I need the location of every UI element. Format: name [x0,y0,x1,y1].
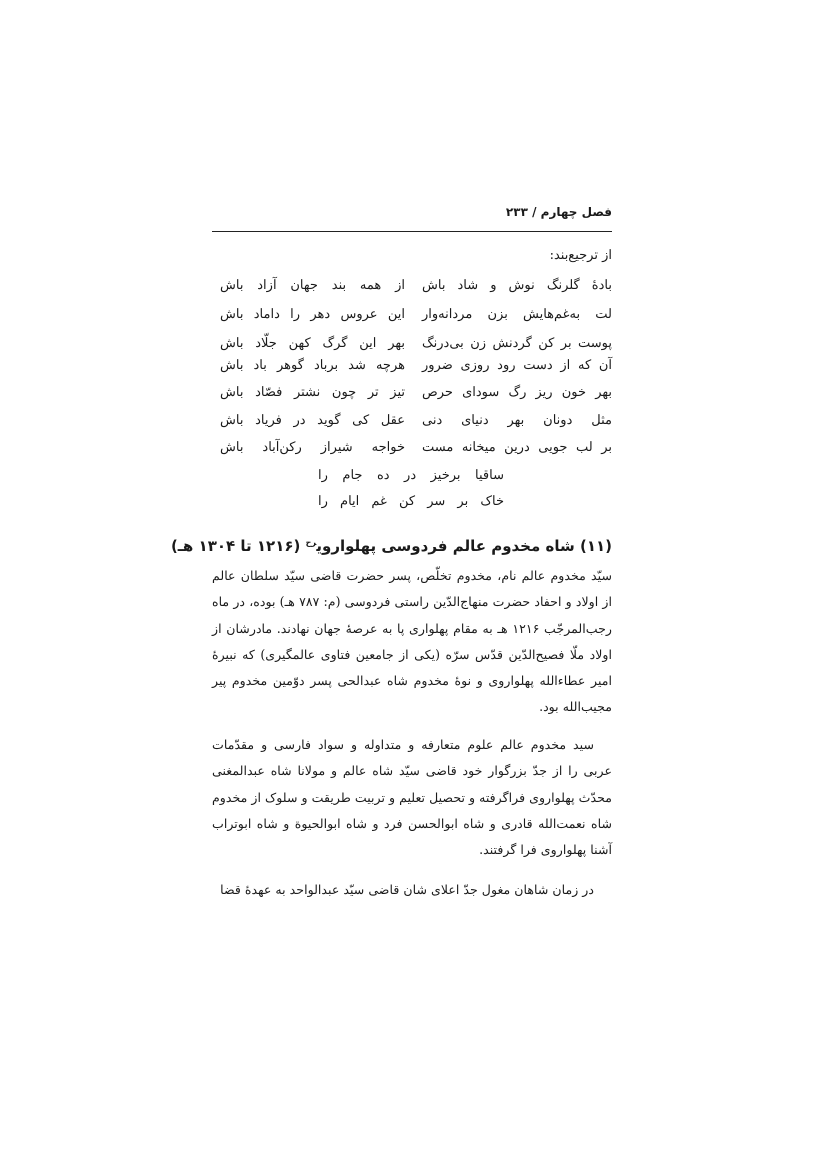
verse-left-hemistich: هرچه شد برباد گوهر باد باش [220,358,405,373]
verse-left-hemistich: از همه بند جهان آزاد باش [220,278,405,293]
section-heading [170,537,612,555]
verse-right-hemistich: لت به‌غم‌هایش بزن مردانه‌وار [422,307,612,322]
verse-row [212,278,612,302]
body-paragraph: سید مخدوم عالم علوم متعارفه و متداوله و سواد فارسی و مقدّمات عربی را از جدّ بزرگوار خود قاضی سیّد شاه عالم و مولانا شاه عبدالمغنی محدّث پهلواروی فراگرفته و تحصیل تعلیم و تربیت طریقت و سلوک از مخدوم شاه نعمت‌الله قادری و شاه ابوالحسن فرد و شاه ابوالحیوة و شاه ابوتراب آشنا پهلواروی فرا گرفتند. [212,737,612,858]
verse-right-hemistich: بادۀ گلرنگ نوش و شاد باش [422,278,612,293]
section-heading-name: (۱۱) شاه مخدوم عالم فردوسی پهلواروی [316,537,612,555]
verse-right-hemistich: آن که از دست رود روزی ضرور [422,358,612,373]
verse-right-hemistich: بهر خون ریز رگ سودای حرص [422,385,612,400]
running-header: فصل چهارم / ۲۳۳ [505,205,612,219]
verse-row [212,307,612,331]
honorific-superscript: رح [305,538,317,547]
verse-left-hemistich: خواجه شیراز رکن‌آباد باش [220,440,405,455]
header-divider [212,231,612,232]
verse-row [212,440,612,464]
verse-row [212,413,612,437]
verse-right-hemistich: مثل دونان بهر دنیای دنی [422,413,612,428]
body-paragraph: در زمان شاهان مغول جدّ اعلای شان قاضی سیّد عبدالواحد به عهدۀ قضا [220,882,594,897]
verse-left-hemistich: تیز تر چون نشتر فصّاد باش [220,385,405,400]
section-heading-dates: (۱۲۱۶ تا ۱۳۰۴ هـ) [170,537,301,555]
poem-intro: از ترجیع‌بند: [549,248,612,263]
verse-row [212,385,612,409]
verse-row [212,358,612,382]
body-paragraph: سیّد مخدوم عالم نام، مخدوم تخلّص، پسر حضرت قاضی سیّد سلطان عالم از اولاد و احفاد حضرت منهاج‌الدّین راستی فردوسی (م: ۷۸۷ هـ) بوده، در ماه رجب‌المرجّب ۱۲۱۶ هـ به مقام پهلواری پا به عرصۀ جهان نهادند. مادرشان از اولاد ملّا فصیح‌الدّین قدّس سرّه (یکی از جامعین فتاوی عالمگیری) که نبیرۀ امیر عطاءالله پهلواروی و نوۀ مخدوم شاه عبدالحی پسر دوّمین مخدوم پیر مجیب‌الله بود. [212,568,612,715]
refrain-line: ساقیا برخیز در ده جام را [318,468,504,483]
refrain-line: خاک بر سر کن غم ایام را [318,494,504,509]
verse-left-hemistich: این عروس دهر را داماد باش [220,307,405,322]
verse-right-hemistich: بر لب جویی درین میخانه مست [422,440,612,455]
verse-right-hemistich: پوست بر کن گردنش زن بی‌درنگ [422,336,612,351]
verse-left-hemistich: بهر این گرگ کهن جلّاد باش [220,336,405,351]
verse-left-hemistich: عقل کی گوید در فریاد باش [220,413,405,428]
verse-row [212,336,612,360]
